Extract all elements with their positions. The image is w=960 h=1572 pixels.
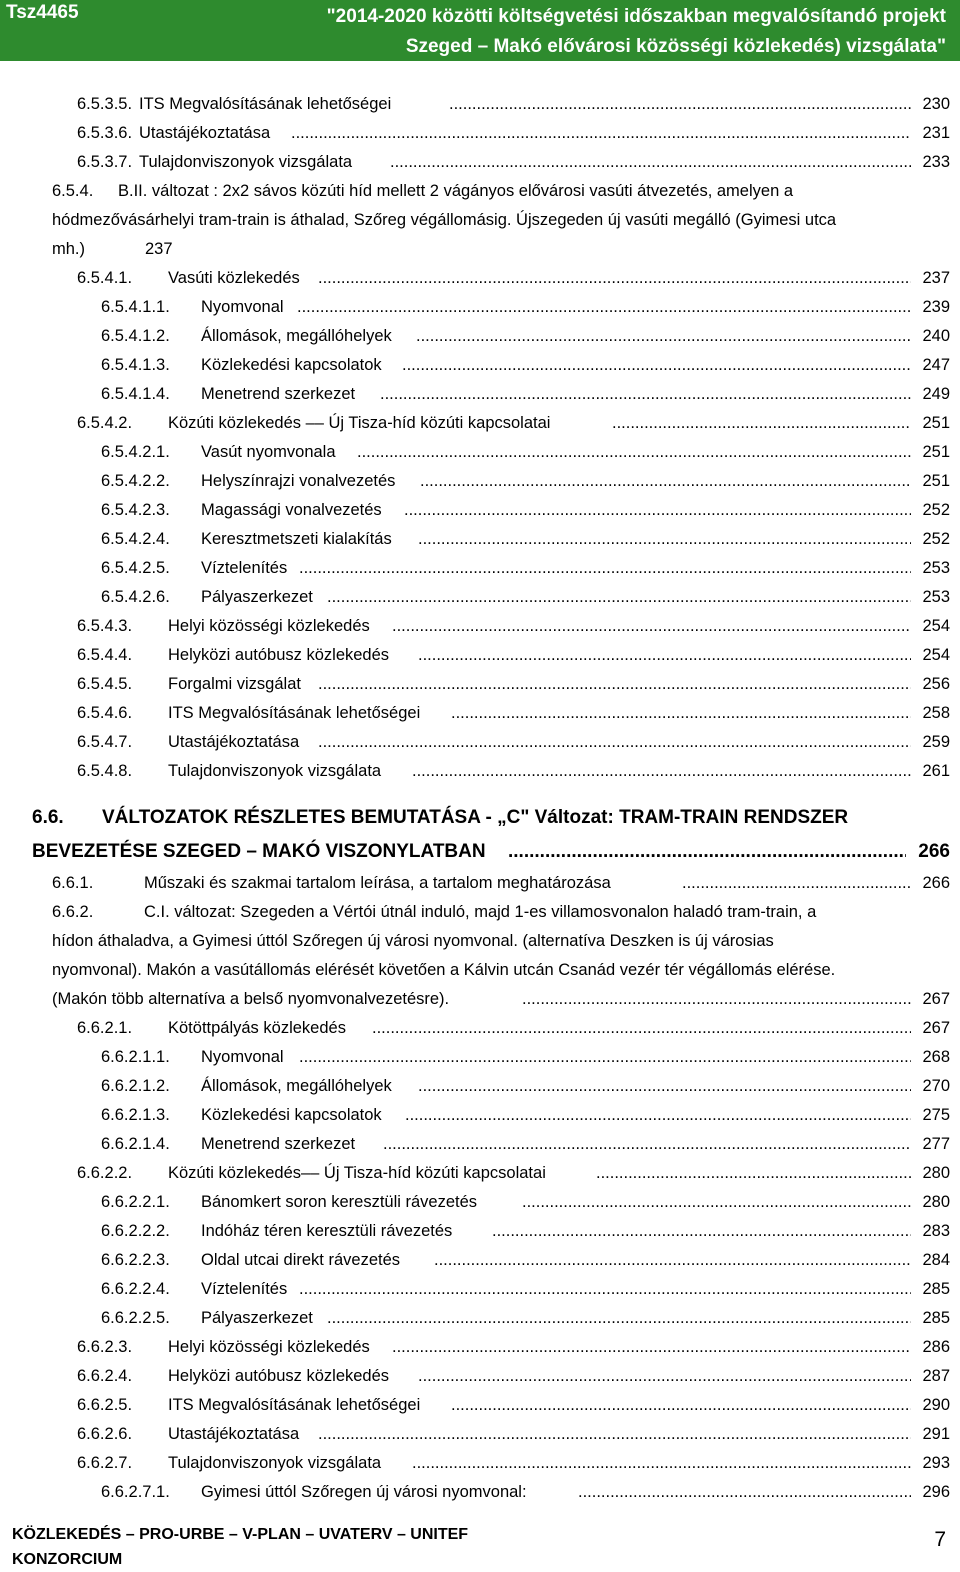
toc-page: 286 bbox=[922, 1338, 950, 1356]
consortium-line-1: KÖZLEKEDÉS – PRO-URBE – V-PLAN – UVATERV – UNITEF bbox=[12, 1526, 469, 1543]
toc-page: 267 bbox=[922, 990, 950, 1008]
toc-number: 6.5.4.1.4. bbox=[101, 385, 170, 403]
toc-entry[interactable] bbox=[0, 293, 960, 322]
toc-number: 6.6.2.2.4. bbox=[101, 1280, 170, 1298]
toc-entry[interactable] bbox=[0, 1130, 960, 1159]
toc-title-line: hídon áthaladva, a Gyimesi úttól Szőregen új városi nyomvonal. (alternatíva Deszken is új városias bbox=[52, 932, 774, 950]
toc-title-line: nyomvonal). Makón a vasútállomás elérését követően a Kálvin utcán Csanád vezér tér végállomás elérése. bbox=[52, 961, 836, 979]
toc-number: 6.6.2.2.5. bbox=[101, 1309, 170, 1327]
toc-title-line: C.I. változat: Szegeden a Vértói útnál induló, majd 1-es villamosvonalon haladó tram-train, a bbox=[144, 903, 817, 921]
dot-leader bbox=[318, 1420, 911, 1449]
dot-leader bbox=[405, 1101, 911, 1130]
toc-page: 284 bbox=[922, 1251, 950, 1269]
dot-leader bbox=[418, 641, 911, 670]
toc-number: 6.6.2.7.1. bbox=[101, 1483, 170, 1501]
toc-title: Tulajdonviszonyok vizsgálata bbox=[139, 153, 353, 171]
toc-title-line: B.II. változat : 2x2 sávos közúti híd mellett 2 vágányos elővárosi vasúti átvezetés, amelyen a bbox=[118, 182, 794, 200]
toc-number: 6.6.2.6. bbox=[77, 1425, 133, 1443]
toc-page: 285 bbox=[922, 1280, 950, 1298]
dot-leader bbox=[327, 583, 911, 612]
toc-page: 275 bbox=[922, 1106, 950, 1124]
toc-title: Műszaki és szakmai tartalom leírása, a tartalom meghatározása bbox=[144, 874, 611, 892]
toc-number: 6.5.4.2.5. bbox=[101, 559, 170, 577]
toc-number: 6.6.2.5. bbox=[77, 1396, 133, 1414]
toc-number: 6.5.4.3. bbox=[77, 617, 133, 635]
dot-leader bbox=[596, 1159, 911, 1188]
toc-entry[interactable] bbox=[0, 1449, 960, 1478]
toc-page: 249 bbox=[922, 385, 950, 403]
dot-leader bbox=[402, 351, 911, 380]
toc-page: 261 bbox=[922, 762, 950, 780]
toc-entry[interactable] bbox=[0, 1333, 960, 1362]
toc-page: 280 bbox=[922, 1193, 950, 1211]
toc-number: 6.5.4.2.6. bbox=[101, 588, 170, 606]
dot-leader bbox=[522, 1188, 911, 1217]
toc-page: 287 bbox=[922, 1367, 950, 1385]
toc-page: 290 bbox=[922, 1396, 950, 1414]
toc-title: Közúti közlekedés–– Új Tisza-híd közúti kapcsolatai bbox=[168, 1164, 546, 1182]
toc-number: 6.5.4.1. bbox=[77, 269, 133, 287]
toc-title: Helyi közösségi közlekedés bbox=[168, 617, 370, 635]
toc-page: 239 bbox=[922, 298, 950, 316]
dot-leader bbox=[418, 1362, 911, 1391]
toc-number: 6.5.4.1.2. bbox=[101, 327, 170, 345]
toc-page: 256 bbox=[922, 675, 950, 693]
toc-title: ITS Megvalósításának lehetőségei bbox=[168, 1396, 421, 1414]
toc-entry[interactable] bbox=[0, 699, 960, 728]
toc-entry[interactable] bbox=[0, 554, 960, 583]
toc-title: Tulajdonviszonyok vizsgálata bbox=[168, 1454, 382, 1472]
toc-entry[interactable] bbox=[0, 525, 960, 554]
toc-entry[interactable] bbox=[0, 1188, 960, 1217]
toc-entry-continuation bbox=[0, 206, 960, 235]
toc-page: 252 bbox=[922, 501, 950, 519]
dot-leader bbox=[418, 525, 911, 554]
toc-entry-continuation bbox=[0, 985, 960, 1014]
toc-page: 237 bbox=[145, 240, 173, 258]
toc-page: 291 bbox=[922, 1425, 950, 1443]
toc-entry[interactable] bbox=[0, 1275, 960, 1304]
dot-leader bbox=[416, 322, 911, 351]
toc-entry[interactable] bbox=[0, 380, 960, 409]
toc-title: Vasúti közlekedés bbox=[168, 269, 300, 287]
page-number: 7 bbox=[934, 1528, 946, 1551]
toc-number: 6.5.3.5. bbox=[77, 95, 133, 113]
toc-entry[interactable] bbox=[0, 1304, 960, 1333]
toc-entry[interactable] bbox=[0, 177, 960, 206]
toc-title: Tulajdonviszonyok vizsgálata bbox=[168, 762, 382, 780]
toc-number: 6.5.4.7. bbox=[77, 733, 133, 751]
dot-leader bbox=[380, 380, 911, 409]
toc-entry[interactable] bbox=[0, 898, 960, 927]
toc-entry[interactable] bbox=[0, 1420, 960, 1449]
toc-page: 283 bbox=[922, 1222, 950, 1240]
toc-page: 277 bbox=[922, 1135, 950, 1153]
toc-number: 6.6.2.3. bbox=[77, 1338, 133, 1356]
toc-page: 254 bbox=[922, 646, 950, 664]
toc-entry[interactable] bbox=[0, 869, 960, 898]
toc-title: Helyi közösségi közlekedés bbox=[168, 1338, 370, 1356]
dot-leader bbox=[612, 409, 911, 438]
title-line-2: Szeged – Makó elővárosi közösségi közlekedés) vizsgálata" bbox=[405, 36, 946, 57]
toc-entry[interactable] bbox=[0, 351, 960, 380]
toc-number: 6.6.2.2. bbox=[77, 1164, 133, 1182]
page-footer bbox=[0, 1522, 960, 1572]
toc-number: 6.5.4.8. bbox=[77, 762, 133, 780]
dot-leader bbox=[372, 1014, 911, 1043]
dot-leader bbox=[434, 1246, 911, 1275]
toc-number: 6.5.4.4. bbox=[77, 646, 133, 664]
toc-number: 6.5.3.7. bbox=[77, 153, 133, 171]
toc-page: 258 bbox=[922, 704, 950, 722]
toc-page: 293 bbox=[922, 1454, 950, 1472]
toc-title: Utastájékoztatása bbox=[168, 733, 300, 751]
toc-page: 251 bbox=[922, 443, 950, 461]
toc-title-line: (Makón több alternatíva a belső nyomvonalvezetésre). bbox=[52, 990, 450, 1008]
toc-title: Helyközi autóbusz közlekedés bbox=[168, 1367, 390, 1385]
toc-title: Menetrend szerkezet bbox=[201, 385, 356, 403]
toc-entry[interactable] bbox=[0, 264, 960, 293]
toc-page: 296 bbox=[922, 1483, 950, 1501]
dot-leader bbox=[522, 985, 911, 1014]
dot-leader bbox=[451, 699, 911, 728]
toc-title: ITS Megvalósításának lehetőségei bbox=[168, 704, 421, 722]
toc-title: Nyomvonal bbox=[201, 298, 284, 316]
dot-leader bbox=[412, 1449, 911, 1478]
toc-number: 6.5.4.2.2. bbox=[101, 472, 170, 490]
toc-title: Forgalmi vizsgálat bbox=[168, 675, 301, 693]
dot-leader bbox=[412, 757, 911, 786]
dot-leader bbox=[390, 148, 911, 177]
dot-leader bbox=[492, 1217, 911, 1246]
dot-leader bbox=[392, 1333, 911, 1362]
toc-entry[interactable] bbox=[0, 119, 960, 148]
toc-page: 251 bbox=[922, 472, 950, 490]
toc-page: 254 bbox=[922, 617, 950, 635]
toc-entry[interactable] bbox=[0, 670, 960, 699]
toc-section-heading-continuation bbox=[0, 836, 960, 868]
dot-leader bbox=[392, 612, 911, 641]
toc-title: Víztelenítés bbox=[201, 1280, 288, 1298]
toc-title: Oldal utcai direkt rávezetés bbox=[201, 1251, 401, 1269]
dot-leader bbox=[299, 554, 911, 583]
toc-number: 6.6.2.1.4. bbox=[101, 1135, 170, 1153]
toc-title: Keresztmetszeti kialakítás bbox=[201, 530, 392, 548]
toc-entry-continuation bbox=[0, 927, 960, 956]
dot-leader bbox=[299, 1275, 911, 1304]
document-title bbox=[327, 2, 946, 62]
dot-leader bbox=[404, 496, 911, 525]
dot-leader bbox=[420, 467, 911, 496]
toc-number: 6.6.2.2.3. bbox=[101, 1251, 170, 1269]
toc-entry[interactable] bbox=[0, 1072, 960, 1101]
toc-title: Állomások, megállóhelyek bbox=[201, 1077, 392, 1095]
toc-title: Nyomvonal bbox=[201, 1048, 284, 1066]
toc-title: Gyimesi úttól Szőregen új városi nyomvonal: bbox=[201, 1483, 527, 1501]
toc-section-heading[interactable] bbox=[0, 802, 960, 834]
toc-number: 6.6.2.2.1. bbox=[101, 1193, 170, 1211]
toc-title-line: mh.) bbox=[52, 240, 85, 258]
toc-entry[interactable] bbox=[0, 583, 960, 612]
toc-page: 231 bbox=[922, 124, 950, 142]
toc-entry[interactable] bbox=[0, 467, 960, 496]
toc-title: Közlekedési kapcsolatok bbox=[201, 356, 382, 374]
dot-leader bbox=[318, 264, 911, 293]
toc-title: Indóház téren keresztüli rávezetés bbox=[201, 1222, 453, 1240]
toc-entry[interactable] bbox=[0, 1043, 960, 1072]
toc-title: Kötöttpályás közlekedés bbox=[168, 1019, 346, 1037]
document-id: Tsz4465 bbox=[6, 2, 79, 23]
toc-number: 6.6.2.2.2. bbox=[101, 1222, 170, 1240]
toc-number: 6.5.3.6. bbox=[77, 124, 133, 142]
toc-page: 252 bbox=[922, 530, 950, 548]
toc-page: 253 bbox=[922, 559, 950, 577]
dot-leader bbox=[291, 119, 911, 148]
toc-number: 6.6.2.4. bbox=[77, 1367, 133, 1385]
toc-entry[interactable] bbox=[0, 612, 960, 641]
toc-entry-continuation bbox=[0, 956, 960, 985]
toc-page: 233 bbox=[922, 153, 950, 171]
toc-title: Állomások, megállóhelyek bbox=[201, 327, 392, 345]
toc-entry[interactable] bbox=[0, 1362, 960, 1391]
toc-entry[interactable] bbox=[0, 1246, 960, 1275]
toc-page: 268 bbox=[922, 1048, 950, 1066]
toc-number: 6.5.4. bbox=[52, 182, 94, 200]
toc-number: 6.5.4.1.3. bbox=[101, 356, 170, 374]
toc-number: 6.6.2.1.1. bbox=[101, 1048, 170, 1066]
dot-leader bbox=[357, 438, 911, 467]
dot-leader bbox=[418, 1072, 911, 1101]
toc-title: Pályaszerkezet bbox=[201, 588, 313, 606]
toc-page: 240 bbox=[922, 327, 950, 345]
toc-entry[interactable] bbox=[0, 322, 960, 351]
toc-entry[interactable] bbox=[0, 757, 960, 786]
toc-entry[interactable] bbox=[0, 1391, 960, 1420]
toc-entry[interactable] bbox=[0, 90, 960, 119]
toc-title: Bánomkert soron keresztüli rávezetés bbox=[201, 1193, 478, 1211]
toc-title-line: BEVEZETÉSE SZEGED – MAKÓ VISZONYLATBAN bbox=[32, 841, 486, 862]
toc-number: 6.6.1. bbox=[52, 874, 94, 892]
page-header bbox=[0, 0, 960, 61]
toc-entry[interactable] bbox=[0, 1101, 960, 1130]
toc-page: 259 bbox=[922, 733, 950, 751]
dot-leader bbox=[297, 293, 911, 322]
toc-page: 251 bbox=[922, 414, 950, 432]
toc-entry[interactable] bbox=[0, 1014, 960, 1043]
dot-leader bbox=[449, 90, 911, 119]
toc-entry[interactable] bbox=[0, 409, 960, 438]
toc-number: 6.6.2. bbox=[52, 903, 94, 921]
toc-page: 280 bbox=[922, 1164, 950, 1182]
toc-number: 6.6.2.1. bbox=[77, 1019, 133, 1037]
toc-page: 270 bbox=[922, 1077, 950, 1095]
toc-page: 285 bbox=[922, 1309, 950, 1327]
toc-title: Magassági vonalvezetés bbox=[201, 501, 382, 519]
title-line-1: "2014-2020 közötti költségvetési időszakban megvalósítandó projekt bbox=[326, 6, 946, 27]
consortium-name bbox=[12, 1522, 492, 1572]
toc-page: 267 bbox=[922, 1019, 950, 1037]
dot-leader bbox=[299, 1043, 911, 1072]
toc-entry[interactable] bbox=[0, 728, 960, 757]
consortium-line-2: KONZORCIUM bbox=[12, 1551, 123, 1568]
toc-title: ITS Megvalósításának lehetőségei bbox=[139, 95, 392, 113]
toc-title: Helyközi autóbusz közlekedés bbox=[168, 646, 390, 664]
toc-title-line: VÁLTOZATOK RÉSZLETES BEMUTATÁSA - „C" Változat: TRAM-TRAIN RENDSZER bbox=[102, 807, 849, 828]
toc-entry[interactable] bbox=[0, 148, 960, 177]
dot-leader bbox=[327, 1304, 911, 1333]
toc-entry[interactable] bbox=[0, 438, 960, 467]
toc-number: 6.5.4.1.1. bbox=[101, 298, 170, 316]
toc-number: 6.5.4.2. bbox=[77, 414, 133, 432]
toc-number: 6.5.4.6. bbox=[77, 704, 133, 722]
toc-number: 6.6.2.1.3. bbox=[101, 1106, 170, 1124]
toc-title: Utastájékoztatása bbox=[168, 1425, 300, 1443]
toc-page: 266 bbox=[918, 841, 950, 862]
toc-page: 230 bbox=[922, 95, 950, 113]
toc-number: 6.5.4.2.4. bbox=[101, 530, 170, 548]
toc-entry[interactable] bbox=[0, 1159, 960, 1188]
toc-title: Helyszínrajzi vonalvezetés bbox=[201, 472, 396, 490]
toc-title: Menetrend szerkezet bbox=[201, 1135, 356, 1153]
toc-page: 247 bbox=[922, 356, 950, 374]
toc-entry-continuation bbox=[0, 235, 960, 264]
toc-page: 253 bbox=[922, 588, 950, 606]
dot-leader bbox=[508, 836, 906, 868]
toc-page: 237 bbox=[922, 269, 950, 287]
toc-title: Víztelenítés bbox=[201, 559, 288, 577]
toc-title: Pályaszerkezet bbox=[201, 1309, 313, 1327]
toc-number: 6.6.2.7. bbox=[77, 1454, 133, 1472]
toc-title: Közlekedési kapcsolatok bbox=[201, 1106, 382, 1124]
dot-leader bbox=[318, 728, 911, 757]
toc-title: Vasút nyomvonala bbox=[201, 443, 336, 461]
dot-leader bbox=[682, 869, 911, 898]
toc-title: Közúti közlekedés –– Új Tisza-híd közúti kapcsolatai bbox=[168, 414, 551, 432]
toc-entry[interactable] bbox=[0, 641, 960, 670]
toc-entry[interactable] bbox=[0, 1478, 960, 1507]
toc-number: 6.5.4.2.3. bbox=[101, 501, 170, 519]
toc-page: 266 bbox=[922, 874, 950, 892]
toc-number: 6.5.4.2.1. bbox=[101, 443, 170, 461]
toc-title: Utastájékoztatása bbox=[139, 124, 271, 142]
dot-leader bbox=[383, 1130, 911, 1159]
dot-leader bbox=[578, 1478, 911, 1507]
dot-leader bbox=[451, 1391, 911, 1420]
toc-entry[interactable] bbox=[0, 496, 960, 525]
toc-title-line: hódmezővásárhelyi tram-train is áthalad, Szőreg végállomásig. Újszegeden új vasúti megálló (Gyimesi utca bbox=[52, 211, 837, 229]
toc-number: 6.6. bbox=[32, 807, 64, 828]
toc-number: 6.6.2.1.2. bbox=[101, 1077, 170, 1095]
toc-entry[interactable] bbox=[0, 1217, 960, 1246]
toc-number: 6.5.4.5. bbox=[77, 675, 133, 693]
dot-leader bbox=[318, 670, 911, 699]
